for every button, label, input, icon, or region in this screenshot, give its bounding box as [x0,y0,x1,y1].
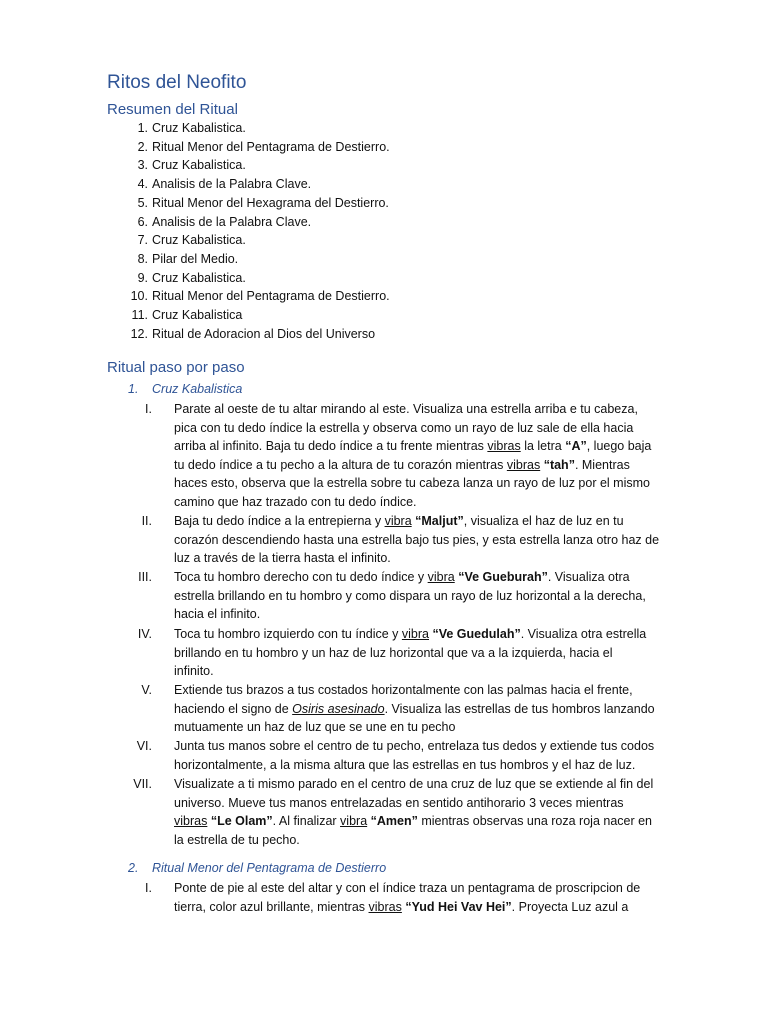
summary-heading: Resumen del Ritual [107,101,238,118]
section-heading-pentagrama: 2. Ritual Menor del Pentagrama de Destierro [128,861,387,875]
document-title: Ritos del Neofito [107,72,247,93]
steps-heading: Ritual paso por paso [107,359,245,376]
section-heading-cruz: 1. Cruz Kabalistica [128,382,243,396]
document-page: Ritos del Neofito Resumen del Ritual 1. Cruz Kabalistica. 2. Ritual Menor del Pentagrama de Destierro. 3. Cruz Kabalistica. 4. Analisis de la Palabra Clave. 5. Ritual Menor del Hexagrama del Destierro. 6. Analisis de la Palabra Clave. 7. Cruz Kabalistica. 8. Pilar del Medio. 9. Cruz Kabalistica. 10. Ritual Menor del Pentagrama de Destierro. 11. Cruz Kabalistica 12. Ritual de Adoracion al Dios del Universo Ritual paso por paso 1. Cruz Kabalistica I. Parate al oeste de tu altar mirando al este. Visualiza una estrella arriba e tu cabeza, pica con tu dedo índice la estrella y observa como un rayo de luz sale de ella hacia arriba al infinito. Baja tu dedo índice a tu frente mientras vibras la letra “A”, luego baja tu dedo índice a tu pecho a la altura de tu corazón mientras vibras “tah”. Mientras haces esto, observa que la estrella sobre tu cabeza lanza un rayo de luz por el mismo camino que haz trazado con tu dedo índice. II. Baja tu dedo índice a la entrepierna y vibra “Maljut”, visualiza el haz de luz en tu corazón descendiendo hasta una estrella bajo tus pies, y esta estrella lanza otro haz de luz a través de la tierra hasta el infinito. III. Toca tu hombro derecho con tu dedo índice y vibra “Ve Gueburah”. Visualiza otra estrella brillando en tu hombro y como dispara un rayo de luz horizontal a la derecha, hacia el infinito. IV. Toca tu hombro izquierdo con tu índice y vibra “Ve Guedulah”. Visualiza otra estrella brillando en tu hombro y un haz de luz horizontal que va a la izquierda, hacia el infinito. V. Extiende tus brazos a tus costados horizontalmente con las palmas hacia el frente, haciendo el signo de Osiris asesinado. Visualiza las estrellas de tus hombros lanzando mutuamente un haz de luz que se une en tu pecho VI. Junta tus manos sobre el centro de tu pecho, entrelaza tus dedos y extiende tus codos horizontalmente, a la misma altura que las estrellas en tus hombros y el haz de luz. VII. Visualizate a ti mismo parado en el centro de una cruz de luz que se extiende al fin del universo. Mueve tus manos entrelazadas en sentido antihorario 3 veces mientras vibras “Le Olam”. Al finalizar vibra “Amen” mientras observas una roza roja nacer en la estrella de tu pecho. 2. Ritual Menor del Pentagrama de Destierro I. Ponte de pie al este del altar y con el índice traza un pentagrama de proscripcion de tierra, color azul brillante, mientras vibras “Yud Hei Vav Hei”. Proyecta Luz azul a [107,72,660,914]
